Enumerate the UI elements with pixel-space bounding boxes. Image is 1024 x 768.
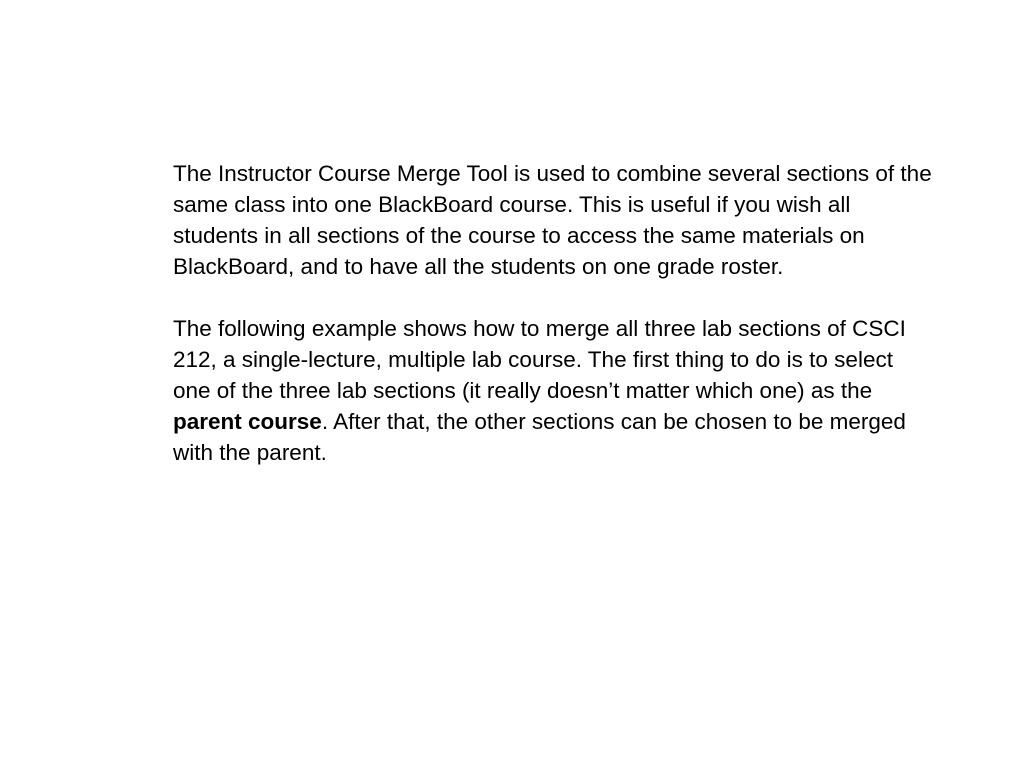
example-text-after: . After that, the other sections can be chosen to be merged with the parent. xyxy=(173,409,906,465)
text-block xyxy=(173,158,933,468)
parent-course-term: parent course xyxy=(173,409,322,434)
intro-text: The Instructor Course Merge Tool is used to combine several sections of the same class into one BlackBoard course. This is useful if you wish all students in all sections of the course to access the same materials on BlackBoard, and to have all the students on one grade roster. xyxy=(173,161,932,279)
intro-paragraph xyxy=(173,158,933,282)
example-text-before: The following example shows how to merge all three lab sections of CSCI 212, a single-lecture, multiple lab course. The first thing to do is to select one of the three lab sections (it really doesn’t matter which one) as the xyxy=(173,316,906,403)
example-paragraph xyxy=(173,313,933,468)
